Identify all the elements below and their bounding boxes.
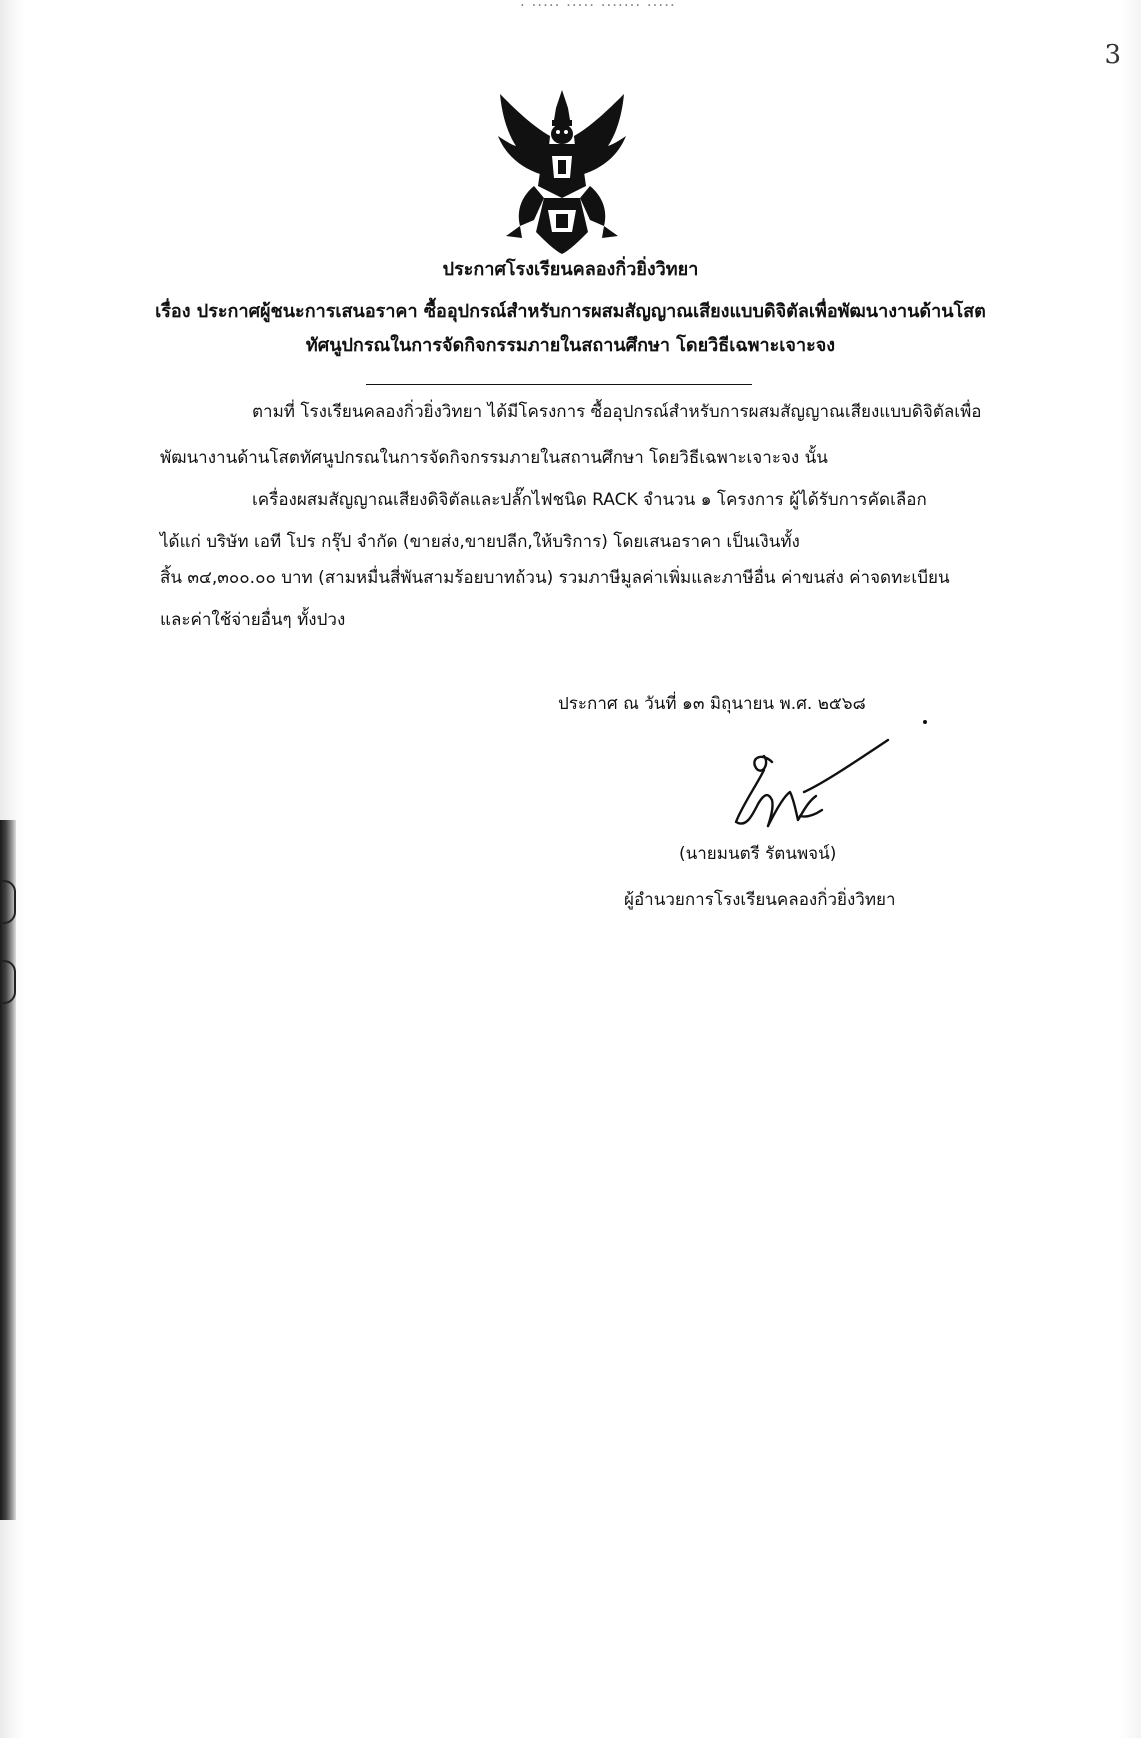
scan-bleed-through: . ..... ..... ....... ..... [520,0,676,10]
subject-line-2: ทัศนูปกรณในการจัดกิจกรรมภายในสถานศึกษา โดยวิธีเฉพาะเจาะจง [305,335,836,356]
body-line-2: พัฒนางานด้านโสตทัศนูปกรณในการจัดกิจกรรมภายในสถานศึกษา โดยวิธีเฉพาะเจาะจง นั้น [160,448,828,468]
signatory-position: ผู้อำนวยการโรงเรียนคลองกิ่วยิ่งวิทยา [624,890,896,910]
handwritten-signature [712,730,892,840]
body-line-1: ตามที่ โรงเรียนคลองกิ่วยิ่งวิทยา ได้มีโครงการ ซื้ออุปกรณ์สำหรับการผสมสัญญาณเสียงแบบดิจิตัลเพื่อ [252,402,982,422]
body-line-5: สิ้น ๓๔,๓๐๐.๐๐ บาท (สามหมื่นสี่พันสามร้อยบาทถ้วน) รวมภาษีมูลค่าเพิ่มและภาษีอื่น ค่าขนส่ง ค่าจดทะเบียน [160,568,950,588]
body-line-3: เครื่องผสมสัญญาณเสียงดิจิตัลและปลั๊กไฟชนิด RACK จำนวน ๑ โครงการ ผู้ได้รับการคัดเลือก [252,490,927,510]
body-line-6: และค่าใช้จ่ายอื่นๆ ทั้งปวง [160,610,346,630]
ink-dot [923,720,927,724]
body-line-4: ได้แก่ บริษัท เอที โปร กรุ๊ป จำกัด (ขายส่ง,ขายปลีก,ให้บริการ) โดยเสนอราคา เป็นเงินทั้ง [160,532,800,552]
page-corner-mark: 3 [1104,40,1121,70]
announcement-date: ประกาศ ณ วันที่ ๑๓ มิถุนายน พ.ศ. ๒๕๖๘ [558,694,866,714]
garuda-emblem-icon [492,86,632,256]
title-divider [366,384,752,385]
subject-line-1: เรื่อง ประกาศผู้ชนะการเสนอราคา ซื้ออุปกรณ์สำหรับการผสมสัญญาณเสียงแบบดิจิตัลเพื่อพัฒนางานด้านโสต [155,301,986,322]
scan-edge-shadow [0,820,16,1520]
signatory-name: (นายมนตรี รัตนพจน์) [679,844,837,864]
announcement-title: ประกาศโรงเรียนคลองกิ่วยิ่งวิทยา [442,259,699,280]
